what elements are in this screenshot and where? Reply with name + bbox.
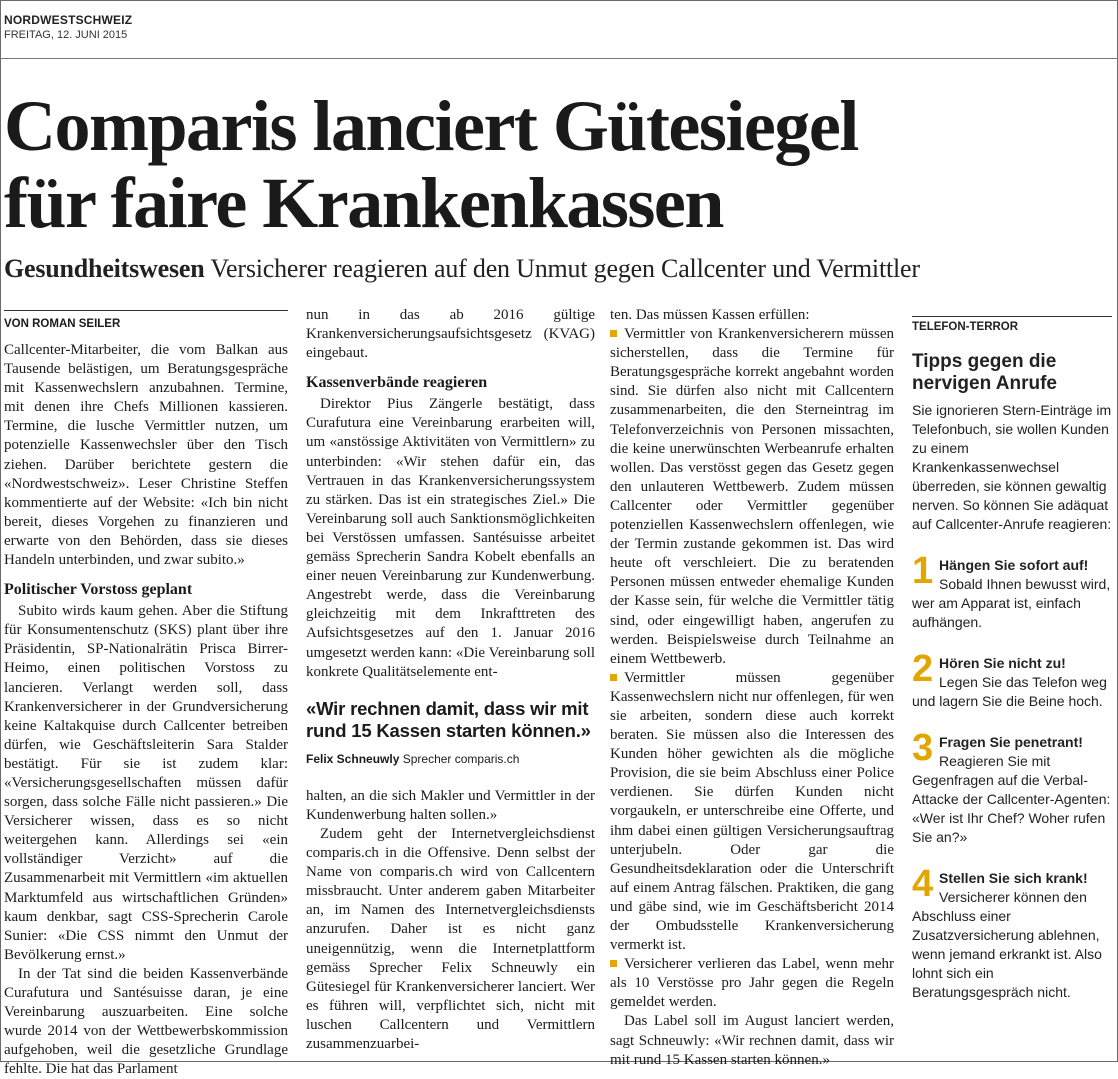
- pull-quote-text: «Wir rechnen damit, dass wir mit rund 15 Kassen starten können.»: [306, 697, 591, 741]
- sidebar-intro: Sie ignorieren Stern-Einträge im Telefonbuch, sie wollen Kunden zu einem Krankenkassenwechsel überreden, sie können gewaltig nerven. So können Sie adäquat auf Callcenter-Anrufe reagieren:: [912, 402, 1112, 532]
- paragraph: ten. Das müssen Kassen erfüllen:: [610, 307, 810, 323]
- tip-heading: Stellen Sie sich krank!: [939, 870, 1088, 886]
- tip-item: [912, 550, 1112, 632]
- tip-heading: Hören Sie nicht zu!: [939, 655, 1066, 671]
- tip-item: [912, 863, 1112, 1002]
- paragraph: halten, an die sich Makler und Vermittler in der Kundenwerbung halten sollen.»: [306, 787, 595, 823]
- tip-number: 4: [912, 863, 934, 905]
- tip-number: 3: [912, 727, 934, 769]
- bullet-paragraph: [610, 325, 894, 669]
- bullet-text: Vermittler müssen gegenüber Kassenwechslern nicht nur offenlegen, für wen sie arbeiten, sondern diese auch korrekt beraten. Sie müssen also die Interessen des Kunden höher gewichten als die mögliche Provision, die sie beim Abschluss einer Police verdienen. Sie dürfen Kunden nicht vorgaukeln, er unterschreibe eine Offerte, und ihm dabei einen gültigen Versicherungsauftrag unterjubeln. Oder gar die Gesundheitsdeklaration oder die Unterschrift auf einem Antrag fälschen. Praktiken, die gang und gäbe sind, wie im Geschäftsbericht 2014 der Ombudsstelle Krankenversicherung vermerkt ist.: [610, 669, 894, 954]
- paragraph: Das Label soll im August lanciert werden, sagt Schneuwly: «Wir rechnen damit, dass wir mit rund 15 Kassen starten können.»: [610, 1013, 894, 1068]
- sidebar-label: TELEFON-TERROR: [912, 316, 1112, 334]
- bullet-paragraph: [610, 669, 894, 955]
- tip-item: [912, 648, 1112, 711]
- tip-body-text: Reagieren Sie mit Gegenfragen auf die Verbal-Attacke der Callcenter-Agenten: «Wer ist Ihr Chef? Woher rufen Sie an?»: [912, 753, 1111, 845]
- bullet-square-icon: [610, 674, 617, 681]
- headline-line-2: für faire Krankenkassen: [4, 163, 723, 243]
- deck-kicker: Gesundheitswesen: [4, 254, 205, 283]
- tip-body-text: Legen Sie das Telefon weg und lagern Sie die Beine hoch.: [912, 674, 1107, 709]
- tip-body: [912, 575, 1112, 632]
- sidebar-title: Tipps gegen die nervigen Anrufe: [912, 351, 1057, 394]
- bullet-square-icon: [610, 330, 617, 337]
- headline-line-1: Comparis lanciert Gütesiegel: [4, 86, 858, 166]
- article-column-2: [306, 306, 595, 1054]
- tip-body: [912, 673, 1112, 711]
- bullet-paragraph: [610, 955, 894, 1012]
- subheading: Kassenverbände reagieren: [306, 374, 488, 392]
- subheading: Politischer Vorstoss geplant: [4, 581, 193, 599]
- pull-quote-role: Sprecher comparis.ch: [402, 751, 520, 766]
- publication-name: NORDWESTSCHWEIZ: [4, 13, 133, 27]
- tip-heading: Hängen Sie sofort auf!: [939, 557, 1089, 573]
- tip-body-text: Sobald Ihnen bewusst wird, wer am Apparat ist, einfach aufhängen.: [912, 576, 1111, 630]
- article-column-1: [4, 310, 288, 1079]
- sidebar-box: [912, 316, 1112, 1002]
- tip-item: [912, 727, 1112, 847]
- tip-number: 2: [912, 648, 934, 690]
- paragraph: In der Tat sind die beiden Kassenverbände Curafutura und Santésuisse daran, je eine Vereinbarung auszuarbeiten. Eine solche wurde 2014 von der Wettbewerbskommission aufgehoben, weil die gesetzliche Grundlage fehlte. Die hat das Parlament: [4, 965, 288, 1078]
- masthead: [4, 13, 132, 43]
- tip-body: [912, 752, 1112, 847]
- article-column-3: [610, 306, 894, 1070]
- tip-number: 1: [912, 550, 934, 592]
- paragraph: Zudem geht der Internetvergleichsdienst comparis.ch in die Offensive. Denn selbst der Name von comparis.ch wird von Callcentern missbraucht. Unter anderem gaben Mitarbeiter an, im Namen des Internetvergleichsdiensts anzurufen. Daher ist es nicht ganz uneigennützig, wenn die Internetplattform gemäss Sprecher Felix Schneuwly ein Gütesiegel für Krankenversicherer lanciert. Wer es führen will, verpflichtet sich, nicht mit luschen Callcentern und Vermittlern zusammenzuarbei-: [306, 825, 595, 1052]
- pull-quote: [306, 698, 595, 769]
- bullet-text: Versicherer verlieren das Label, wenn mehr als 10 Verstösse pro Jahr gegen die Regeln gemeldet werden.: [610, 956, 894, 1011]
- tip-body: [912, 888, 1112, 1002]
- deck-text: Versicherer reagieren auf den Unmut gegen Callcenter und Vermittler: [210, 254, 920, 283]
- pull-quote-name: Felix Schneuwly: [306, 751, 400, 766]
- masthead-divider: [0, 58, 1118, 59]
- bullet-text: Vermittler von Krankenversicherern müssen sicherstellen, dass die Termine für Beratungsgespräche korrekt angebahnt worden sind. Sie dürfen also nicht mit Callcentern zusammenarbeiten, die den Sterneintrag im Telefonverzeichnis von Personen missachten, die keine unerwünschten Werbeanrufe erhalten wollen. Das verstösst gegen das Gesetz gegen den unlauteren Wettbewerb. Zudem müssen Callcenter oder Vermittler gegenüber potenziellen Kassenwechslern offenlegen, wie der Termin zustande gekommen ist. Das wird heute oft verschleiert. Die zu beratenden Personen müssen entweder ehemalige Kunden der Kasse sein, für welche die Vermittler tätig sind, oder eingewilligt haben, angerufen zu werden. Beispielsweise durch Teilnahme an einem Wettbewerb.: [610, 326, 894, 667]
- pull-quote-attribution: [306, 750, 595, 769]
- paragraph: nun in das ab 2016 gültige Krankenversicherungsaufsichtsgesetz (KVAG) eingebaut.: [306, 307, 595, 362]
- headline: [4, 88, 1104, 242]
- paragraph: Direktor Pius Zängerle bestätigt, dass Curafutura eine Vereinbarung erarbeiten will, um «anstössige Aktivitäten von Vermittlern» zu unterbinden: «Wir stehen dafür ein, das Vertrauen in das Krankenversicherungssystem zu stärken. Das ist ein strategisches Ziel.» Die Vereinbarung soll auch Sanktionsmöglichkeiten bei Verstössen umfassen. Santésuisse arbeitet gemäss Sprecherin Sandra Kobelt ebenfalls an einer neuen Vereinbarung zur Kundenwerbung. Angestrebt werde, dass die Vereinbarung gleichzeitig mit dem Inkrafttreten des Aufsichtsgesetzes auf den 1. Januar 2016 umgesetzt werden kann: «Die Vereinbarung soll konkrete Qualitätselemente ent-: [306, 396, 595, 680]
- bullet-square-icon: [610, 960, 617, 967]
- paragraph: Subito wirds kaum gehen. Aber die Stiftung für Konsumentenschutz (SKS) plant über ihre Präsidentin, SP-Nationalrätin Prisca Birrer-Heimo, einen politischen Vorstoss zu lancieren. Verlangt werden soll, dass Krankenversicherer in der Grundversicherung keine Kaltakquise durch Callcenter betreiben dürfen, wie Geschäftsleiterin Sara Stalder bestätigt. Für sie ist zudem klar: «Versicherungsgesellschaften müssen dafür sorgen, dass solche Fälle nicht passieren.» Die Versicherer wissen, dass es so nicht weitergehen kann. Allerdings sei «ein vollständiger Verzicht» auf die Zusammenarbeit mit Vermittlern «im aktuellen Marktumfeld aus wirtschaftlichen Gründen» kaum denkbar, sagt CSS-Sprecherin Carole Sunier: «Die CSS nimmt den Unmut der Bevölkerung ernst.»: [4, 603, 288, 963]
- byline: VON ROMAN SEILER: [4, 310, 288, 331]
- tip-heading: Fragen Sie penetrant!: [939, 734, 1083, 750]
- publication-date: FREITAG, 12. JUNI 2015: [4, 29, 128, 41]
- deck: [4, 252, 920, 286]
- tip-body-text: Versicherer können den Abschluss einer Zusatzversicherung ablehnen, wenn jemand erkrankt ist. Also lohnt sich ein Beratungsgespräch nicht.: [912, 889, 1102, 1000]
- paragraph: Callcenter-Mitarbeiter, die vom Balkan aus Tausende belästigen, um Beratungsgespräche mit Kassenwechslern anzubahnen. Termine, mit denen ihre Chefs Millionen kassieren. Termine, die lusche Vermittler nutzen, um potenzielle Kassenwechsler über den Tisch ziehen. Darüber berichtete gestern die «Nordwestschweiz». Leser Christine Steffen kommentierte auf der Website: «Ich bin nicht bereit, dieses Vorgehen zu finanzieren und erwarte von den Behörden, dass sie dieses Handeln unterbinden, und zwar subito.»: [4, 342, 288, 569]
